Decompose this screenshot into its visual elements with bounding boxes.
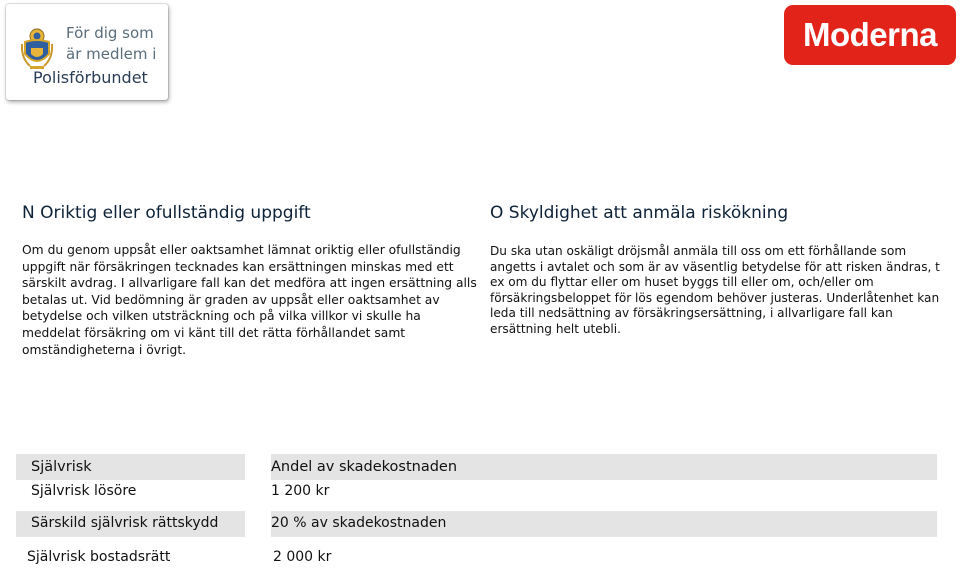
table-header-share: Andel av skadekostnaden: [271, 459, 458, 475]
section-n-heading: N Oriktig eller ofullständig uppgift: [22, 203, 311, 223]
logo-text: Moderna: [802, 16, 937, 53]
table-row-label: Självrisk lösöre: [31, 483, 137, 499]
member-badge: [6, 4, 168, 100]
badge-organization: Polisförbundet: [33, 68, 148, 87]
section-o-heading: O Skyldighet att anmäla riskökning: [490, 203, 789, 223]
moderna-logo: [784, 5, 956, 65]
table-row-value: 1 200 kr: [271, 483, 330, 499]
table-header-band: [16, 454, 937, 480]
section-o-text: Du ska utan oskäligt dröjsmål anmäla till oss om ett förhållande som angetts i avtalet och som är av väsentlig betydelse för att risken ändras, t ex om du flyttar eller om huset byggs till eller om, och/eller om försäkringsbeloppet för lös egendom behöver justeras. Underlåtenhet kan leda till nedsättning av försäkringsersättning, i allvarligare fall kan ersättning helt utebli.: [490, 244, 940, 336]
table-header-deductible: Självrisk: [31, 459, 92, 475]
table-row-value: 2 000 kr: [273, 549, 332, 565]
table-row-label: Självrisk bostadsrätt: [27, 549, 171, 565]
badge-line-2: är medlem i: [66, 45, 157, 63]
deductible-table: [16, 454, 937, 571]
row-divider: [16, 537, 937, 542]
table-row-value: 20 % av skadekostnaden: [271, 515, 447, 531]
row-divider: [16, 480, 937, 485]
table-row-label: Särskild självrisk rättskydd: [31, 515, 219, 531]
section-o-body: [490, 244, 940, 338]
section-n-text: Om du genom uppsåt eller oaktsamhet lämnat oriktig eller ofullständig uppgift när försäkringen tecknades kan ersättningen minskas med ett särskilt avdrag. I allvarligare fall kan det medföra att ingen ersättning alls betalas ut. Vid bedömning är graden av uppsåt eller oaktsamhet av betydelse och vilken utsträckning och på vilka villkor vi skulle ha meddelat försäkring om vi känt till det rätta förhållandet samt omständigheterna i övrigt.: [22, 243, 477, 357]
column-divider: [245, 454, 271, 571]
section-n-body: [22, 242, 478, 358]
police-crest-icon: [20, 24, 54, 72]
badge-line-1: För dig som: [66, 24, 154, 42]
